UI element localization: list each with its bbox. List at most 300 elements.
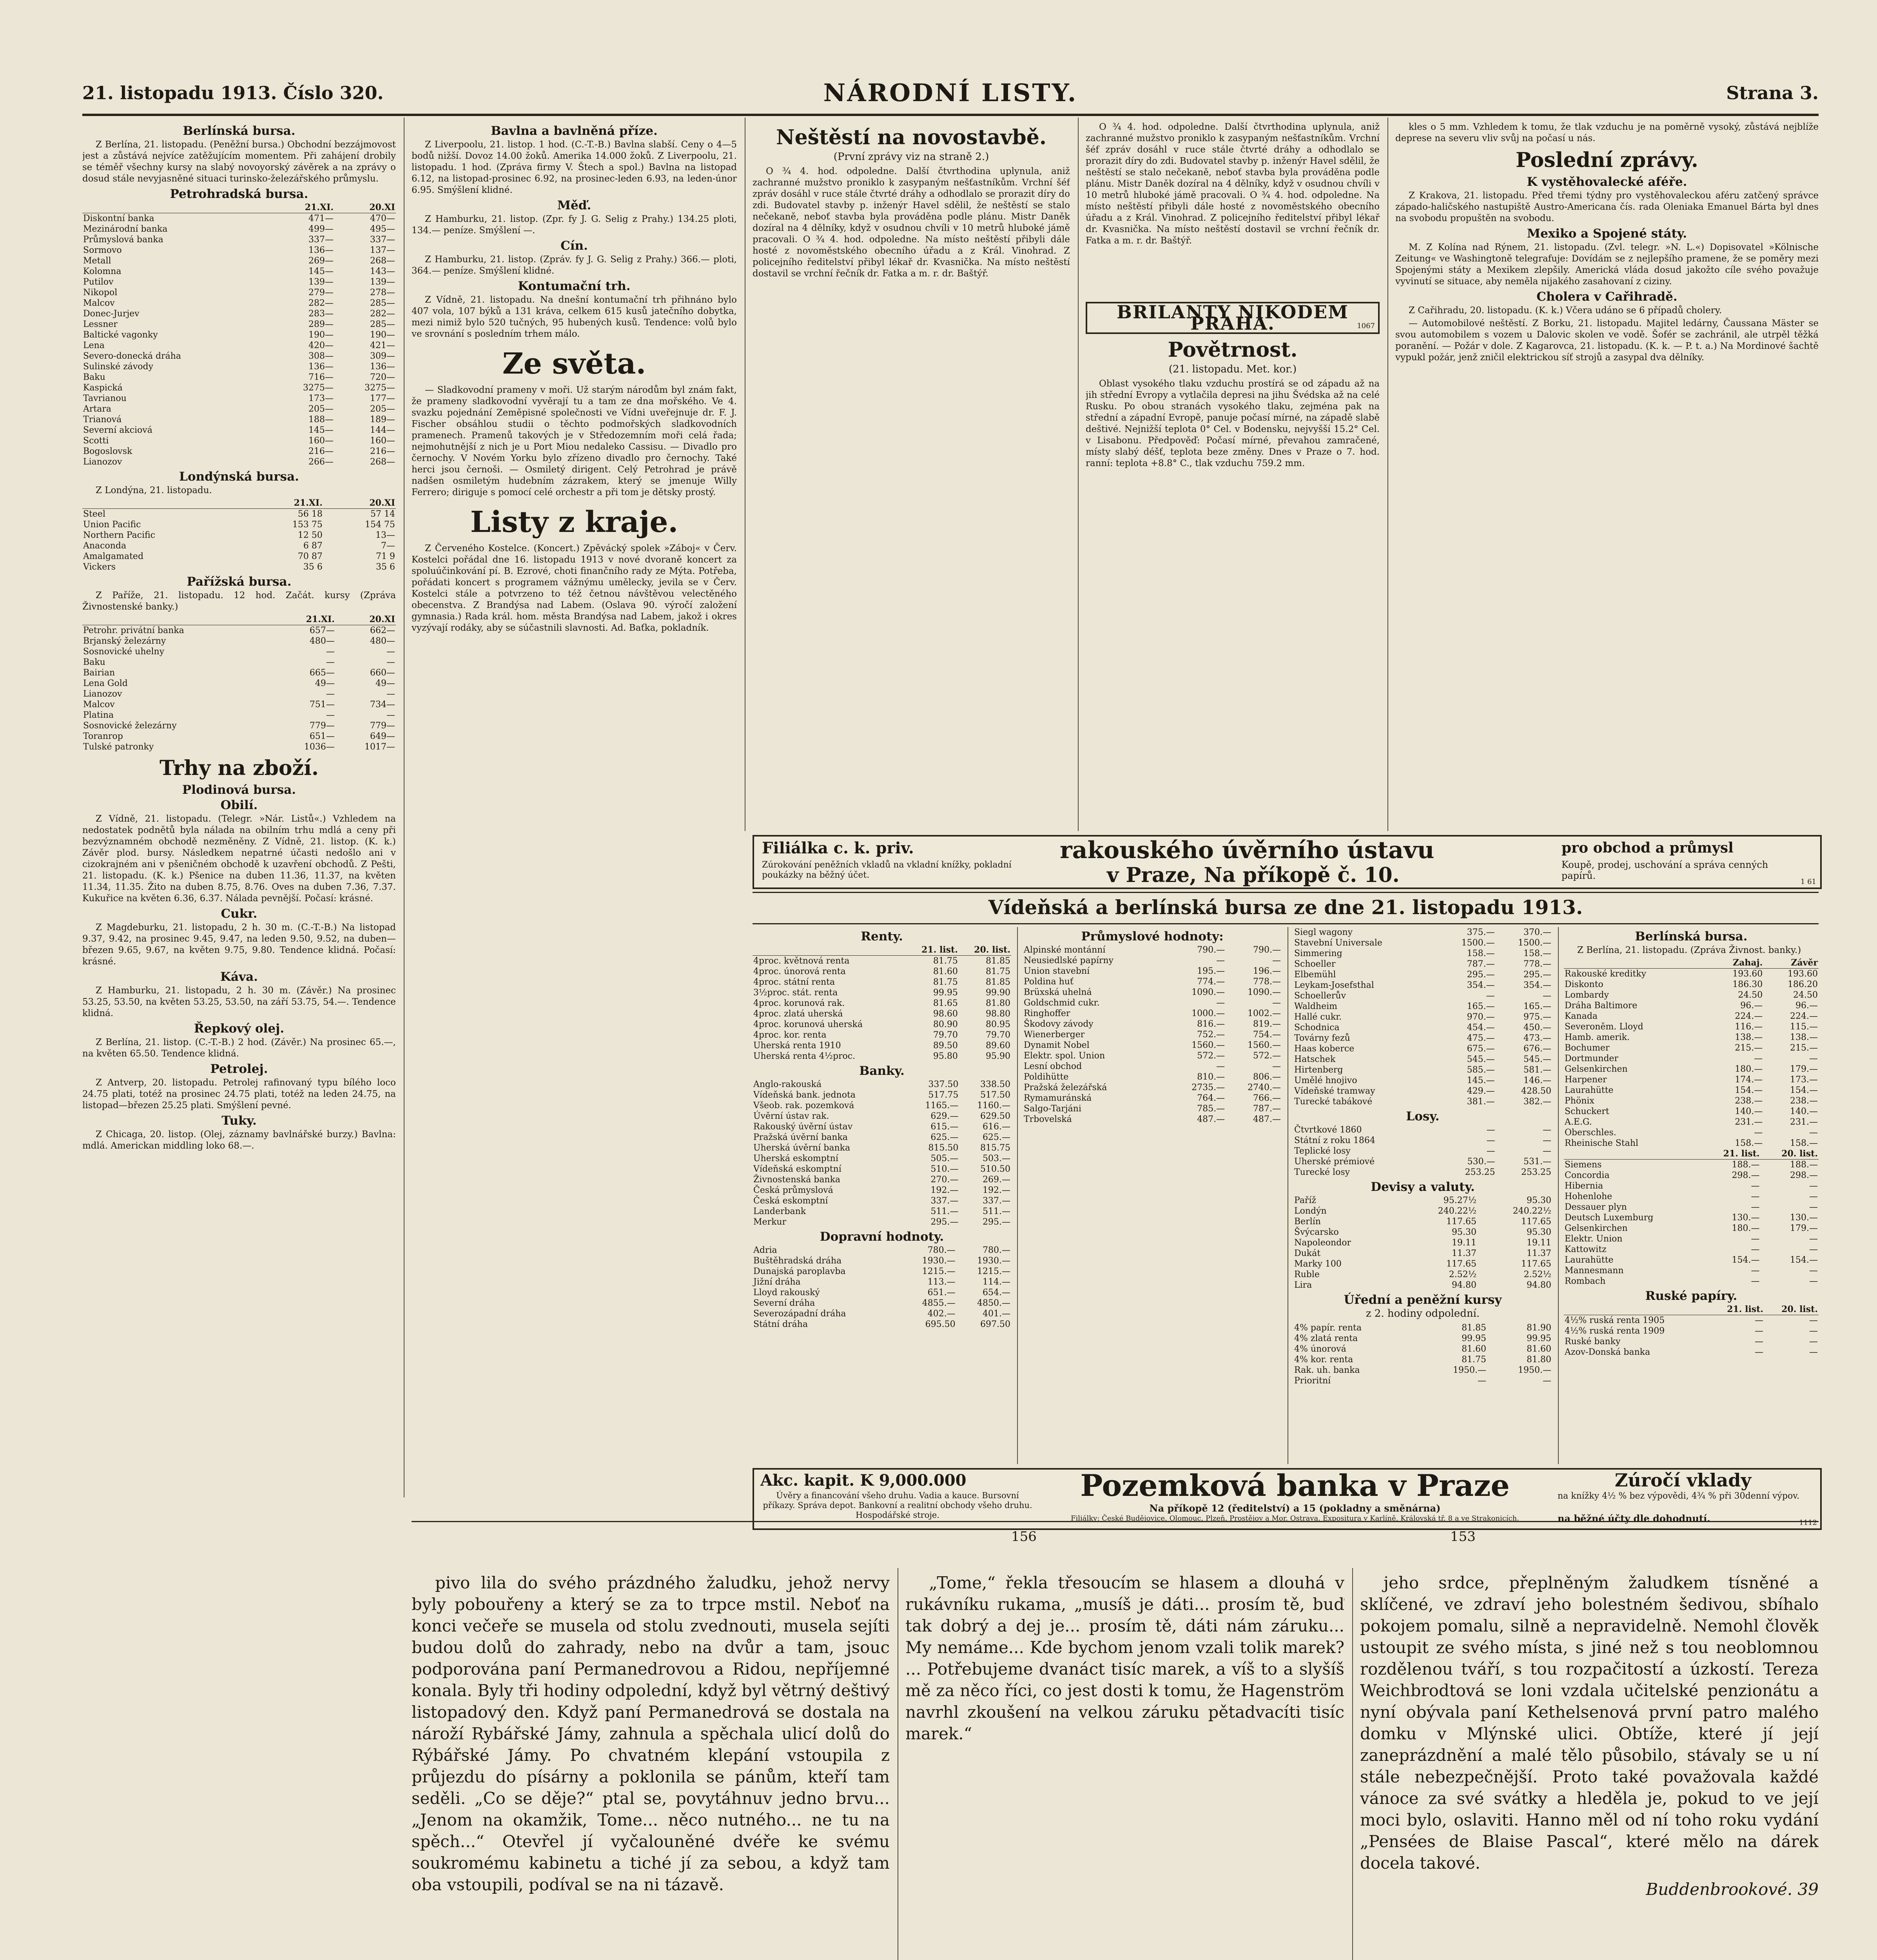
- table-cell: Dortmunder: [1565, 1054, 1619, 1063]
- table-row: [82, 234, 396, 245]
- table-cell: Schoeller: [1294, 959, 1336, 969]
- section-heading: Pařížská bursa.: [187, 575, 292, 589]
- table-row: [1293, 1206, 1552, 1216]
- table-row: [1293, 980, 1552, 991]
- table-row: [753, 1174, 1011, 1185]
- table-cell: 806.—: [1253, 1072, 1281, 1082]
- table-cell: 651—: [309, 731, 335, 741]
- table-cell: 95.80: [933, 1051, 958, 1061]
- table-row: [1564, 979, 1819, 990]
- story-page-number: 156: [1011, 1529, 1037, 1544]
- table-cell: Baku: [83, 657, 105, 667]
- table-cell: Platina: [83, 710, 114, 720]
- table-cell: Dukát: [1294, 1249, 1321, 1258]
- table-cell: 531.—: [1523, 1157, 1551, 1167]
- table-cell: 115.—: [1790, 1022, 1818, 1032]
- ad-line: Akc. kapit. K 9,000.000: [760, 1471, 967, 1490]
- table-cell: Hatschek: [1294, 1054, 1336, 1064]
- table-cell: Metall: [83, 256, 111, 266]
- section-heading: Londýnská bursa.: [179, 470, 299, 484]
- story-page-number: 153: [1450, 1529, 1476, 1544]
- table-cell: 81.90: [1527, 1323, 1551, 1333]
- section-heading: Cukr.: [221, 907, 258, 921]
- table-row: [1293, 1022, 1552, 1033]
- table-cell: 35 6: [376, 562, 395, 572]
- table-row: [82, 383, 396, 393]
- table-row: [82, 213, 396, 224]
- table-row: [82, 351, 396, 361]
- table-cell: 117.65: [1446, 1217, 1477, 1227]
- table-cell: Waldheim: [1294, 1002, 1338, 1011]
- table-cell: Ruské banky: [1565, 1337, 1621, 1347]
- table-cell: 95.27½: [1443, 1196, 1477, 1205]
- table-cell: Goldschmid cukr.: [1024, 998, 1100, 1008]
- table-cell: —: [1754, 1128, 1763, 1138]
- table-row: [82, 340, 396, 351]
- table-cell: —: [1486, 1146, 1495, 1156]
- table-cell: 188—: [308, 415, 334, 425]
- table-cell: 615.—: [930, 1122, 959, 1132]
- table-cell: 193.60: [1732, 969, 1763, 979]
- table-header-row: [1564, 1304, 1819, 1315]
- table-row: [753, 1040, 1011, 1051]
- table-cell: 503.—: [983, 1154, 1010, 1163]
- table-cell: 99.90: [986, 988, 1010, 998]
- table-cell: —: [1809, 1234, 1818, 1244]
- table-cell: Hamb. amerik.: [1565, 1033, 1630, 1042]
- table-cell: 136—: [308, 362, 334, 372]
- table-cell: 517.75: [928, 1090, 959, 1100]
- table-cell: 216—: [308, 446, 334, 456]
- table-cell: 158.—: [1467, 949, 1495, 958]
- table-cell: 295.—: [983, 1217, 1010, 1227]
- table-row: [1293, 1096, 1552, 1107]
- section-heading-large: Listy z kraje.: [470, 505, 678, 539]
- table-cell: 283—: [308, 309, 334, 319]
- rule: [412, 1521, 1819, 1522]
- table-cell: 4½% ruská renta 1905: [1565, 1316, 1665, 1325]
- article-text: Oblast vysokého tlaku vzduchu prostírá se od západu až na jih střední Evropy a vytlačila depresi na jihu Švédska až na celé Rusku. Po obou stranách vysokého tlaku, zejména pak na střední a západní Evropě, panuje počasí mírné, na západě slabě deštivé. Nejnižší teplota 0° Cel. v Bodensku, nejvyšší 15.2° Cel. v Lisabonu. Předpověď: Počasí mírné, převahou zamračené, místy slabý déšť, teplota beze změny. Dnes v Praze o 7. hod. ranní: teplota +8.8° C., tlak vzduchu 759.2 mm.: [1086, 379, 1380, 468]
- table-cell: 160—: [308, 436, 334, 446]
- table-cell: —: [1809, 1337, 1818, 1347]
- table-cell: 154 75: [365, 520, 395, 530]
- article-text: Z Vídně, 21. listopadu. (Telegr. »Nár. Listů«.) Vzhledem na nedostatek podnětů byla nálada na obilním trhu mdlá a ceny při bezvýznamném obchodě nezměněny. Z Vídně, 21. listop. (K. k.) Závěr plod. bursy. Následkem nepatrné účasti nedošlo ani v cizokrajném ani v pšeničném obchodě k uzavření obchodů. Z Pešti, 21. listopadu. (K. k.) Pšenice na duben 11.36, 11.37, na květen 11.34, 11.35. Žito na duben 8.75, 8.76. Oves na duben 7.36, 7.37. Kukuřice na květen 6.36, 6.37. Nálada pevnější. Počasí: krásné.: [82, 814, 396, 904]
- story-col-2: [905, 1572, 1344, 1960]
- table-cell: —: [1478, 1376, 1487, 1386]
- table-cell: —: [1809, 1054, 1818, 1063]
- article-text: Z Cařihradu, 20. listopadu. (K. k.) Včera udáno se 6 případů cholery.: [1409, 305, 1722, 316]
- section-heading: Dopravní hodnoty.: [820, 1230, 944, 1244]
- table-cell: 117.65: [1521, 1259, 1551, 1269]
- table-cell: 616.—: [983, 1122, 1010, 1132]
- table-cell: 657—: [309, 626, 335, 635]
- table-cell: 308—: [308, 351, 334, 361]
- table-cell: 154.—: [1735, 1085, 1763, 1095]
- table-cell: 285—: [370, 298, 395, 308]
- table-cell: 195.—: [1197, 966, 1225, 976]
- section-subheading: z 2. hodiny odpolední.: [1366, 1308, 1480, 1319]
- table-row: [82, 731, 396, 742]
- table-cell: 654.—: [983, 1288, 1010, 1298]
- table-row: [753, 966, 1011, 977]
- table-cell: 180.—: [1735, 1064, 1763, 1074]
- table-cell: Rombach: [1565, 1276, 1606, 1286]
- table-row: [1564, 1276, 1819, 1287]
- table-row: [82, 446, 396, 457]
- article-text: O ¾ 4. hod. odpoledne. Další čtvrthodina uplynula, aniž zachranné mužstvo proniklo k zasypaným nešťastníkům. Vrchní šéf zpráv dosáhl v ruce stále čtvrté dráhy a odhodlalo se prorazit díry do zdi. Budovatel stavby p. inženýr Havel sdělil, že neštěstí se stalo nečekaně, neboť stavba byla prováděna podle plánu. Mistr Daněk dozíral na 4 dělníky, když v osudnou chvíli v 10 metrů hluboké jámě pracovali. O ¾ 4. hod. odpoledne. Na místo neštěstí přibyli dále hosté z novoměstského obecního úřadu a z Král. Vinohrad. Z policejního ředitelství přibyl lékař dr. Kvasnička. Na místo neštěstí dostavil se vrchní řečník dr. Fatka a m. r. dr. Baštýř.: [753, 166, 1070, 279]
- table-cell: 1560.—: [1248, 1040, 1281, 1050]
- table-row: [82, 657, 396, 668]
- table-cell: —: [1755, 1326, 1763, 1336]
- section-heading: Měď.: [557, 198, 591, 212]
- table-cell: Uherská úvěrní banka: [753, 1143, 851, 1153]
- table-cell: Gelsenkirchen: [1565, 1223, 1628, 1233]
- table-cell: Lena Gold: [83, 679, 128, 688]
- table-row: [753, 956, 1011, 967]
- table-row: [753, 1019, 1011, 1030]
- table-cell: 158.—: [1523, 949, 1551, 958]
- table-cell: —: [1272, 998, 1281, 1008]
- table-cell: 510.—: [930, 1164, 959, 1174]
- table-cell: 338.50: [980, 1080, 1010, 1089]
- table-cell: Azov-Donská banka: [1565, 1347, 1650, 1357]
- table-cell: Schoellerův: [1294, 991, 1346, 1001]
- table-row: [1293, 1001, 1552, 1012]
- table-cell: Simmering: [1294, 949, 1342, 958]
- berlin-table: [1564, 958, 1819, 1149]
- table-cell: 19.11: [1452, 1238, 1477, 1248]
- table-cell: 269.—: [983, 1175, 1010, 1185]
- doprav-table: [753, 1245, 1011, 1330]
- table-cell: 6 87: [303, 541, 323, 551]
- table-cell: 188.—: [1790, 1160, 1818, 1170]
- table-cell: 94.80: [1527, 1280, 1551, 1290]
- table-cell: 1215.—: [977, 1267, 1010, 1276]
- table-cell: Pražská úvěrní banka: [753, 1132, 848, 1142]
- table-cell: 81.75: [933, 977, 958, 987]
- table-row: [82, 530, 396, 541]
- table-cell: 113.—: [927, 1277, 956, 1287]
- table-row: [1564, 1000, 1819, 1011]
- table-row: [1293, 1044, 1552, 1054]
- table-cell: 186.30: [1732, 980, 1763, 989]
- table-cell: Tulské patronky: [83, 742, 154, 752]
- table-cell: —: [1754, 1054, 1763, 1063]
- table-cell: 98.80: [986, 1009, 1010, 1019]
- table-cell: Vídeňská eskomptní: [753, 1164, 841, 1174]
- table-row: [82, 245, 396, 256]
- table-cell: 382.—: [1523, 1097, 1551, 1107]
- table-cell: —: [1755, 1337, 1763, 1347]
- table-cell: Londýn: [1294, 1206, 1327, 1216]
- table-cell: 268—: [370, 256, 395, 266]
- table-cell: 4850.—: [977, 1298, 1010, 1308]
- table-row: [82, 625, 396, 636]
- table-cell: 179.—: [1790, 1064, 1818, 1074]
- table-header-cell: 21. list.: [906, 945, 959, 956]
- table-cell: 95.30: [1527, 1196, 1551, 1205]
- table-row: [753, 1308, 1011, 1319]
- table-cell: Jižní dráha: [753, 1277, 801, 1287]
- table-cell: Buštěhradská dráha: [753, 1256, 842, 1266]
- ad-line: Pozemková banka v Praze: [1080, 1468, 1510, 1503]
- table-cell: 4proc. květnová renta: [753, 956, 850, 966]
- table-cell: 80.95: [986, 1020, 1010, 1029]
- section-heading: Losy.: [1406, 1109, 1440, 1123]
- table-cell: Baltické vagonky: [83, 330, 158, 340]
- table-row: [753, 1090, 1011, 1100]
- table-cell: 116.—: [1735, 1022, 1763, 1032]
- table-cell: 2.52½: [1523, 1270, 1551, 1279]
- table-cell: —: [1486, 991, 1495, 1001]
- table-cell: 81.60: [1462, 1344, 1487, 1354]
- table-cell: 1090.—: [1248, 987, 1281, 997]
- table-cell: 189—: [370, 415, 395, 425]
- table-row: [753, 1245, 1011, 1256]
- table-cell: 1165.—: [925, 1101, 959, 1111]
- section-heading: Banky.: [859, 1064, 905, 1078]
- table-cell: Všeob. rak. pozemková: [753, 1101, 854, 1111]
- section-heading-large: Povětrnost.: [1168, 338, 1298, 362]
- table-cell: 89.60: [986, 1041, 1010, 1051]
- article-text: Z Londýna, 21. listopadu.: [96, 485, 212, 495]
- table-row: [82, 330, 396, 340]
- ad-line: na knížky 4½ % bez výpovědi, 4¾ % při 30denní výpov.: [1558, 1491, 1800, 1501]
- table-cell: 158.—: [1790, 1138, 1818, 1148]
- table-row: [1564, 1244, 1819, 1255]
- ad-line: Úvěry a financování všeho druhu. Vadia a kauce. Bursovní příkazy. Správa depot. Bankovní a realitní obchody všeho druhu. Hospodářské stroje.: [763, 1491, 1032, 1520]
- table-row: [1293, 1238, 1552, 1248]
- table-cell: 2735.—: [1191, 1083, 1225, 1093]
- table-cell: Putilov: [83, 277, 114, 287]
- table-cell: 240.22½: [1512, 1206, 1551, 1216]
- table-header-cell: 21. list.: [1702, 1149, 1760, 1160]
- london-table: [82, 498, 396, 572]
- bourse-col-3: [1293, 927, 1552, 1464]
- table-cell: Petrohr. privátní banka: [83, 626, 184, 635]
- table-cell: Bochumer: [1565, 1043, 1610, 1053]
- table-cell: 629.—: [930, 1111, 959, 1121]
- table-cell: 282—: [370, 309, 395, 319]
- table-row: [1023, 945, 1282, 955]
- prum-table: [1023, 945, 1282, 1125]
- table-cell: Neusiedlské papírny: [1024, 956, 1114, 965]
- table-cell: Schodnica: [1294, 1023, 1340, 1033]
- table-cell: 7—: [381, 541, 395, 551]
- table-row: [1564, 1181, 1819, 1191]
- table-row: [1564, 1234, 1819, 1244]
- table-cell: Concordia: [1565, 1171, 1610, 1180]
- bourse-col-2: [1023, 927, 1282, 1464]
- table-cell: Kattowitz: [1565, 1245, 1607, 1254]
- table-cell: Lesní obchod: [1024, 1062, 1082, 1071]
- table-cell: Lena: [83, 341, 105, 350]
- table-cell: 99.95: [1527, 1334, 1551, 1343]
- section-heading-large: Neštěstí na novostavbě.: [776, 125, 1046, 149]
- table-cell: Průmyslová banka: [83, 235, 163, 245]
- section-heading: Petrohradská bursa.: [170, 187, 308, 201]
- table-cell: 720—: [370, 372, 395, 382]
- table-row: [1023, 1040, 1282, 1051]
- column-news-cont: [1086, 122, 1380, 827]
- table-cell: Bairian: [83, 668, 115, 678]
- table-cell: —: [1809, 1276, 1818, 1286]
- table-cell: Sulinské závody: [83, 362, 154, 372]
- table-cell: 231.—: [1735, 1117, 1763, 1127]
- table-cell: 295.—: [1523, 970, 1551, 980]
- table-cell: 224.—: [1790, 1011, 1818, 1021]
- table-row: [1293, 1227, 1552, 1238]
- table-row: [1293, 991, 1552, 1001]
- table-cell: 56 18: [297, 509, 323, 519]
- table-cell: Leykam-Josefsthal: [1294, 980, 1374, 990]
- table-cell: Donec-Jurjev: [83, 309, 140, 319]
- table-cell: 450.—: [1523, 1023, 1551, 1033]
- table-row: [82, 742, 396, 752]
- table-cell: Lianozov: [83, 457, 122, 467]
- table-row: [1293, 969, 1552, 980]
- table-row: [753, 1277, 1011, 1287]
- table-cell: Sormovo: [83, 245, 122, 255]
- table-cell: Oberschles.: [1565, 1128, 1616, 1138]
- section-heading: Průmyslové hodnoty:: [1081, 929, 1224, 944]
- section-heading: Kontumační trh.: [518, 279, 631, 293]
- table-cell: 428.50: [1521, 1086, 1551, 1096]
- table-cell: Steel: [83, 509, 105, 519]
- table-cell: 819.—: [1253, 1019, 1281, 1029]
- table-cell: 140.—: [1790, 1107, 1818, 1116]
- table-header-cell: Závěr: [1763, 958, 1819, 969]
- table-row: [1293, 1269, 1552, 1280]
- table-cell: 238.—: [1735, 1096, 1763, 1106]
- table-cell: 697.50: [980, 1319, 1010, 1329]
- table-cell: 470—: [370, 214, 395, 223]
- table-row: [753, 1196, 1011, 1206]
- table-header-row: [82, 498, 396, 509]
- table-cell: 370.—: [1523, 927, 1551, 937]
- story-col-3: [1360, 1572, 1819, 1960]
- table-row: [1564, 990, 1819, 1000]
- table-row: [753, 998, 1011, 1009]
- table-row: [1023, 966, 1282, 976]
- table-row: [82, 678, 396, 689]
- table-cell: 173—: [308, 394, 334, 403]
- table-row: [82, 372, 396, 383]
- table-cell: Merkur: [753, 1217, 787, 1227]
- table-cell: 625.—: [930, 1132, 959, 1142]
- table-cell: 295.—: [1467, 970, 1495, 980]
- table-cell: Schuckert: [1565, 1107, 1609, 1116]
- column-latest: [1395, 122, 1819, 827]
- table-cell: 510.50: [980, 1164, 1010, 1174]
- table-cell: Poldihütte: [1024, 1072, 1069, 1082]
- table-cell: 49—: [375, 679, 395, 688]
- table-row: [82, 436, 396, 446]
- table-cell: 660—: [370, 668, 395, 678]
- table-cell: Hibernia: [1565, 1181, 1603, 1191]
- brilanty-ad: [1086, 302, 1380, 334]
- ad-line: rakouského úvěrního ústavu: [1060, 837, 1434, 864]
- table-row: [753, 1030, 1011, 1040]
- uredni-table: [1293, 1323, 1552, 1386]
- table-cell: 145—: [308, 425, 334, 435]
- table-cell: 751—: [309, 700, 335, 710]
- table-cell: 186.20: [1788, 980, 1818, 989]
- table-cell: —: [1272, 1062, 1281, 1071]
- table-cell: —: [1543, 991, 1551, 1001]
- table-cell: 487.—: [1253, 1114, 1281, 1124]
- table-cell: 473.—: [1523, 1033, 1551, 1043]
- table-cell: 4½% ruská renta 1909: [1565, 1326, 1665, 1336]
- table-cell: Vídeňské tramway: [1294, 1086, 1375, 1096]
- table-header-cell: [82, 498, 251, 509]
- table-cell: Hohenlohe: [1565, 1192, 1612, 1201]
- table-cell: —: [326, 710, 335, 720]
- section-subheading: Mexiko a Spojené státy.: [1527, 227, 1687, 241]
- table-cell: 780.—: [927, 1245, 956, 1255]
- section-heading: Řepkový olej.: [194, 1022, 285, 1036]
- table-cell: 1002.—: [1248, 1009, 1281, 1018]
- table-row: [753, 1256, 1011, 1266]
- table-header-row: [82, 202, 396, 213]
- table-cell: —: [1751, 1202, 1760, 1212]
- table-row: [1023, 1103, 1282, 1114]
- table-row: [82, 287, 396, 298]
- article-text: Z Krakova, 21. listopadu. Před třemi týdny pro vystěhovaleckou aféru zatčený správce západo-haličského nastupiště Austro-Americana čís. rada Oleniaka Emanuel Bárta byl dnes na svobodu propuštěn na svobodu.: [1395, 191, 1819, 223]
- table-cell: —: [1755, 1316, 1763, 1325]
- table-cell: Uherská renta 4½proc.: [753, 1051, 856, 1061]
- table-cell: 95.90: [986, 1051, 1010, 1061]
- table-cell: Lianozov: [83, 689, 122, 699]
- article-text: Z Paříže, 21. listopadu. 12 hod. Začát. kursy (Zpráva Živnostenské banky.): [82, 590, 396, 612]
- column-commodities: [412, 122, 737, 1494]
- table-row: [82, 414, 396, 425]
- table-cell: 278—: [370, 288, 395, 298]
- table-row: [82, 256, 396, 266]
- table-cell: 572.—: [1197, 1051, 1225, 1061]
- table-cell: Turecké losy: [1294, 1167, 1350, 1177]
- table-cell: 1160.—: [977, 1101, 1010, 1111]
- table-cell: 138.—: [1790, 1033, 1818, 1042]
- table-cell: 4% únorová: [1294, 1344, 1346, 1354]
- table-row: [1293, 948, 1552, 959]
- table-cell: 215.—: [1735, 1043, 1763, 1053]
- ad-number: 1112: [1799, 1519, 1817, 1527]
- table-cell: 585.—: [1467, 1065, 1495, 1075]
- table-cell: 3275—: [303, 383, 334, 393]
- table-row: [753, 1206, 1011, 1217]
- table-cell: 778.—: [1523, 959, 1551, 969]
- table-cell: Deutsch Luxemburg: [1565, 1213, 1654, 1223]
- industrial-table: [1293, 927, 1552, 1107]
- table-cell: 675.—: [1467, 1044, 1495, 1054]
- section-heading: Devisy a valuty.: [1371, 1180, 1475, 1194]
- table-row: [753, 1319, 1011, 1330]
- column-rule: [1078, 118, 1079, 831]
- table-header-row: [1564, 958, 1819, 969]
- table-row: [1564, 1255, 1819, 1265]
- table-cell: 192.—: [930, 1185, 959, 1195]
- article-text: Z Červeného Kostelce. (Koncert.) Zpěvácký spolek »Záboj« v Červ. Kostelci pořádal dne 16. listopadu 1913 v nové dvoraně koncert za spoluúčinkování pí. B. Ezrové, choti finančního rady ze Mýta. Potřeba, pořádati koncert s programem vážnýmu umělecky, jevila se v Červ. Kostelci stále a potvrzeno to též četnou návštěvou velectěného obecenstva. Z Brandýsa nad Labem. (Oslava 90. výročí založení gymnasia.) Rada král. hom. města Brandýsa nad Labem, jakož i okres vyzývají rodáky, aby se súčastnili slavnosti. Ad. Baťka, pokladník.: [412, 543, 737, 633]
- table-cell: —: [1809, 1192, 1818, 1201]
- table-cell: 11.37: [1527, 1249, 1551, 1258]
- table-cell: Uherské prémiové: [1294, 1157, 1375, 1167]
- table-row: [1293, 1135, 1552, 1146]
- table-cell: 79.70: [986, 1030, 1010, 1040]
- table-cell: 177—: [370, 394, 395, 403]
- table-cell: A.E.G.: [1565, 1117, 1592, 1127]
- table-cell: 35 6: [303, 562, 323, 572]
